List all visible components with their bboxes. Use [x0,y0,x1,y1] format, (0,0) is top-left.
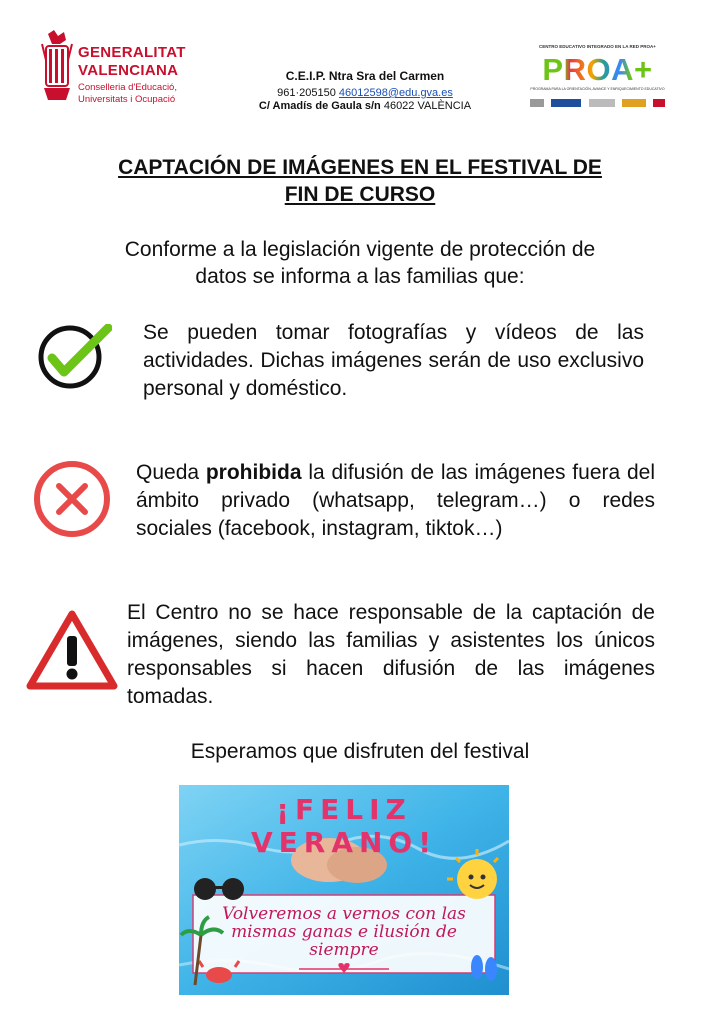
closing-text: Esperamos que disfruten del festival [190,740,530,763]
eu-flag-icon [551,99,581,107]
summer-card-message: Volveremos a vernos con las mismas ganas e ilusión de siempre [222,904,466,960]
partner-logos [530,99,665,111]
recovery-plan-icon [622,99,646,107]
school-phone: 961·205150 [277,87,336,99]
school-email-link[interactable]: 46012598@edu.gva.es [338,87,453,99]
school-address: C/ Amadís de Gaula s/n 46022 VALÈNCIA [258,100,472,112]
conselleria-name: Conselleria d'Educació, Universitats i Ocupació [78,82,177,105]
generalitat-title: GENERALITAT VALENCIANA [78,44,186,79]
school-contact [230,87,500,100]
gva-small-logo-icon [653,99,665,107]
prohibited-text: Queda prohibida la difusión de las imágenes fuera del ámbito privado (whatsapp, telegram…) o redes sociales (facebook, instagram, tiktok…) [136,461,656,540]
cross-icon [32,459,112,539]
summer-card-title: ¡FELIZ VERANO! [250,793,438,859]
proa-word: PROA+ [542,52,653,87]
proa-sub-text: PROGRAMA PARA LA ORIENTACIÓN, AVANCE Y ENRIQUECIMIENTO EDUCATIVO [530,87,665,91]
warning-icon [26,608,118,692]
allowed-text: Se pueden tomar fotografías y vídeos de las actividades. Dichas imágenes serán de uso exclusivo personal y doméstico. [143,321,644,400]
ministry-logo-icon [530,99,544,107]
intro-text: Conforme a la legislación vigente de protección de datos se informa a las familias que: [124,238,596,288]
document-title: CAPTACIÓN DE IMÁGENES EN EL FESTIVAL DE FIN DE CURSO [118,156,602,206]
disclaimer-text: El Centro no se hace responsable de la captación de imágenes, siendo las familias y asistentes los únicos responsables si hacen difusión de las imágenes tomadas. [127,601,655,708]
plan-logo-icon [589,99,615,107]
school-name: C.E.I.P. Ntra Sra del Carmen [285,69,445,83]
generalitat-emblem-icon [40,30,74,110]
check-icon [36,324,112,390]
proa-top-text: CENTRO EDUCATIVO INTEGRADO EN LA RED PROA+ [539,44,656,49]
proa-logo [530,44,665,134]
summer-card-image [179,785,509,995]
school-info [230,70,500,113]
